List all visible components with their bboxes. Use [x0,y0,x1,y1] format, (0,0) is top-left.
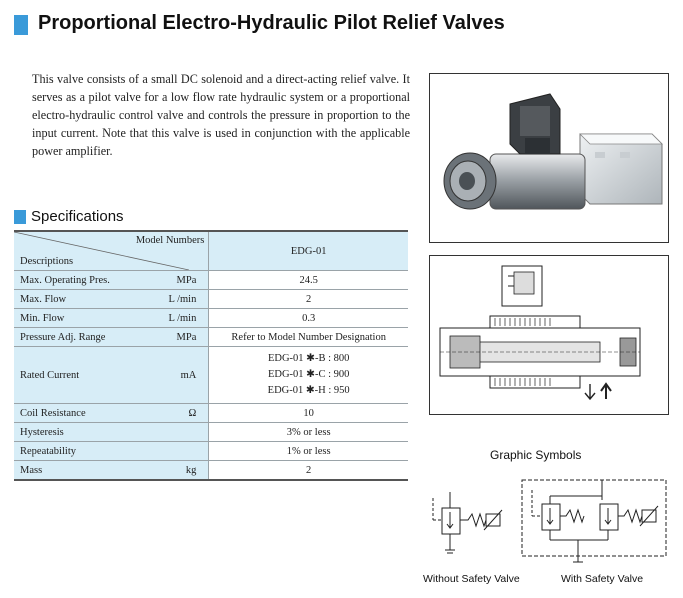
row-unit: Ω [148,404,209,423]
row-label: Min. Flow [14,309,148,328]
header-corner-cell [14,231,209,271]
intro-paragraph: This valve consists of a small DC solenoid and a direct-acting relief valve. It serves as a pilot valve for a low flow rate hydraulic system or a proportional electro-hydraulic control valve and controls the pressure in proportion to the input current. Note that this valve is used in conjunction with the applicable power amplifier. [32,72,410,158]
row-value: 10 [209,404,408,423]
table-row [14,423,408,442]
row-label: Repeatability [14,442,148,461]
row-value: 0.3 [209,309,408,328]
row-unit: MPa [148,271,209,290]
row-unit [148,442,209,461]
table-row [14,290,408,309]
rated-current-values [209,347,408,404]
model-numbers-label: Model Numbers [135,235,205,246]
table-row [14,461,408,481]
model-header: EDG-01 [209,231,408,271]
row-label: Rated Current [14,347,148,404]
descriptions-label: Descriptions [20,256,74,267]
page-title: Proportional Electro-Hydraulic Pilot Relief Valves [38,12,505,34]
table-row [14,404,408,423]
row-unit: mA [148,347,209,404]
specifications-table [14,230,408,481]
table-row-rated-current [14,347,408,404]
graphic-symbols-heading: Graphic Symbols [490,448,582,462]
row-unit: L /min [148,309,209,328]
specs-heading: Specifications [31,208,124,225]
title-accent-bar [14,15,28,35]
row-unit [148,423,209,442]
row-label: Hysteresis [14,423,148,442]
table-header-row [14,231,408,271]
sectional-drawing [429,255,669,415]
row-label: Coil Resistance [14,404,148,423]
rated-current-b: EDG-01 ✱-B : 800 [267,353,350,364]
row-label: Max. Operating Pres. [14,271,148,290]
row-value: 2 [209,461,408,481]
row-unit: L /min [148,290,209,309]
rated-current-c: EDG-01 ✱-C : 900 [267,369,350,380]
product-photo [429,73,669,243]
table-row [14,309,408,328]
row-unit: kg [148,461,209,481]
row-value: Refer to Model Number Designation [209,328,408,347]
row-value: 1% or less [209,442,408,461]
row-unit: MPa [148,328,209,347]
symbol-without-safety-valve [430,490,510,565]
row-label: Mass [14,461,148,481]
row-value: 3% or less [209,423,408,442]
table-row [14,328,408,347]
rated-current-h: EDG-01 ✱-H : 950 [267,385,350,396]
row-value: 2 [209,290,408,309]
row-value: 24.5 [209,271,408,290]
table-row [14,271,408,290]
row-label: Pressure Adj. Range [14,328,148,347]
specs-accent-bar [14,210,26,224]
symbol-with-safety-valve [520,476,668,573]
caption-with-safety-valve: With Safety Valve [561,573,644,585]
row-label: Max. Flow [14,290,148,309]
caption-without-safety-valve: Without Safety Valve [423,573,520,585]
table-row [14,442,408,461]
